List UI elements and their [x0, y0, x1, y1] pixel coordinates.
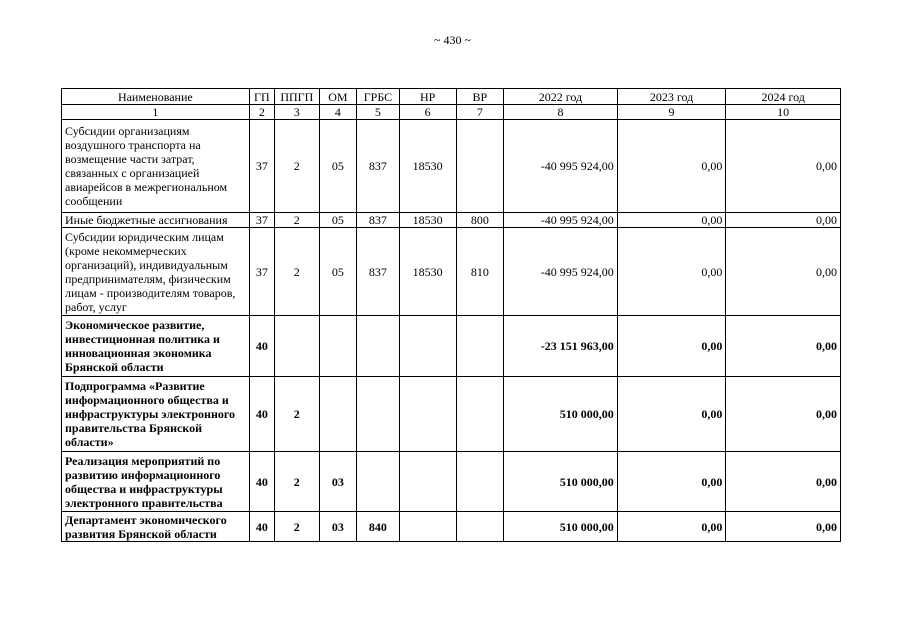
cell-ppgp: 2	[274, 213, 319, 228]
cell-nr: 18530	[399, 120, 456, 213]
header-name: Наименование	[62, 89, 250, 105]
cell-vr	[456, 120, 504, 213]
cell-ppgp: 2	[274, 452, 319, 512]
table-row	[62, 512, 841, 542]
cell-nr	[399, 452, 456, 512]
cell-ppgp	[274, 316, 319, 377]
table-row	[62, 452, 841, 512]
cell-2022: -40 995 924,00	[504, 120, 618, 213]
cell-2022: -23 151 963,00	[504, 316, 618, 377]
cell-vr	[456, 316, 504, 377]
table-row	[62, 377, 841, 452]
row-name: Департамент экономического развития Брянской области	[62, 512, 250, 542]
row-name: Субсидии организациям воздушного транспорта на возмещение части затрат, связанных с организацией авиарейсов в межрегиональном сообщении	[62, 120, 250, 213]
cell-2023: 0,00	[617, 377, 726, 452]
cell-gp: 40	[249, 316, 274, 377]
cell-grbs: 837	[357, 213, 400, 228]
row-name: Реализация мероприятий по развитию информационного общества и инфраструктуры электронного правительства	[62, 452, 250, 512]
cell-nr: 18530	[399, 213, 456, 228]
cell-grbs: 840	[357, 512, 400, 542]
cell-vr	[456, 377, 504, 452]
cell-om: 05	[319, 120, 357, 213]
cell-2022: 510 000,00	[504, 377, 618, 452]
cell-2022: 510 000,00	[504, 452, 618, 512]
cell-2024: 0,00	[726, 316, 841, 377]
column-number: 2	[249, 105, 274, 120]
header-gp: ГП	[249, 89, 274, 105]
header-2024: 2024 год	[726, 89, 841, 105]
table-row	[62, 316, 841, 377]
header-2023: 2023 год	[617, 89, 726, 105]
header-vr: ВР	[456, 89, 504, 105]
budget-table	[61, 88, 841, 542]
header-om: ОМ	[319, 89, 357, 105]
cell-2023: 0,00	[617, 512, 726, 542]
column-number-row	[62, 105, 841, 120]
cell-2023: 0,00	[617, 228, 726, 316]
cell-om: 03	[319, 452, 357, 512]
cell-ppgp: 2	[274, 228, 319, 316]
cell-ppgp: 2	[274, 120, 319, 213]
column-number: 4	[319, 105, 357, 120]
row-name: Экономическое развитие, инвестиционная политика и инновационная экономика Брянской области	[62, 316, 250, 377]
cell-ppgp: 2	[274, 512, 319, 542]
cell-2022: 510 000,00	[504, 512, 618, 542]
cell-vr	[456, 512, 504, 542]
cell-2024: 0,00	[726, 213, 841, 228]
cell-nr: 18530	[399, 228, 456, 316]
cell-2024: 0,00	[726, 377, 841, 452]
cell-vr: 810	[456, 228, 504, 316]
header-2022: 2022 год	[504, 89, 618, 105]
cell-gp: 37	[249, 228, 274, 316]
cell-2024: 0,00	[726, 120, 841, 213]
cell-2023: 0,00	[617, 452, 726, 512]
column-number: 10	[726, 105, 841, 120]
cell-nr	[399, 377, 456, 452]
cell-grbs	[357, 452, 400, 512]
header-nr: НР	[399, 89, 456, 105]
cell-nr	[399, 512, 456, 542]
table-row	[62, 228, 841, 316]
cell-2024: 0,00	[726, 228, 841, 316]
column-number: 3	[274, 105, 319, 120]
cell-2024: 0,00	[726, 452, 841, 512]
cell-2022: -40 995 924,00	[504, 228, 618, 316]
cell-ppgp: 2	[274, 377, 319, 452]
cell-gp: 37	[249, 213, 274, 228]
cell-om: 03	[319, 512, 357, 542]
cell-2022: -40 995 924,00	[504, 213, 618, 228]
cell-vr: 800	[456, 213, 504, 228]
column-number: 5	[357, 105, 400, 120]
table-row	[62, 213, 841, 228]
row-name: Иные бюджетные ассигнования	[62, 213, 250, 228]
cell-om	[319, 316, 357, 377]
cell-grbs	[357, 316, 400, 377]
header-ppgp: ППГП	[274, 89, 319, 105]
cell-gp: 40	[249, 512, 274, 542]
header-row	[62, 89, 841, 105]
column-number: 7	[456, 105, 504, 120]
cell-2023: 0,00	[617, 213, 726, 228]
cell-om: 05	[319, 228, 357, 316]
cell-gp: 37	[249, 120, 274, 213]
cell-grbs: 837	[357, 228, 400, 316]
column-number: 8	[504, 105, 618, 120]
column-number: 6	[399, 105, 456, 120]
column-number: 1	[62, 105, 250, 120]
page-number: ~ 430 ~	[434, 33, 471, 47]
cell-om	[319, 377, 357, 452]
row-name: Субсидии юридическим лицам (кроме некоммерческих организаций), индивидуальным предпринимателям, физическим лицам - производителям товаров, работ, услуг	[62, 228, 250, 316]
column-number: 9	[617, 105, 726, 120]
header-grbs: ГРБС	[357, 89, 400, 105]
cell-nr	[399, 316, 456, 377]
cell-grbs: 837	[357, 120, 400, 213]
cell-2024: 0,00	[726, 512, 841, 542]
cell-2023: 0,00	[617, 120, 726, 213]
cell-gp: 40	[249, 377, 274, 452]
cell-om: 05	[319, 213, 357, 228]
table-row	[62, 120, 841, 213]
cell-grbs	[357, 377, 400, 452]
cell-gp: 40	[249, 452, 274, 512]
cell-2023: 0,00	[617, 316, 726, 377]
row-name: Подпрограмма «Развитие информационного общества и инфраструктуры электронного правительства Брянской области»	[62, 377, 250, 452]
cell-vr	[456, 452, 504, 512]
